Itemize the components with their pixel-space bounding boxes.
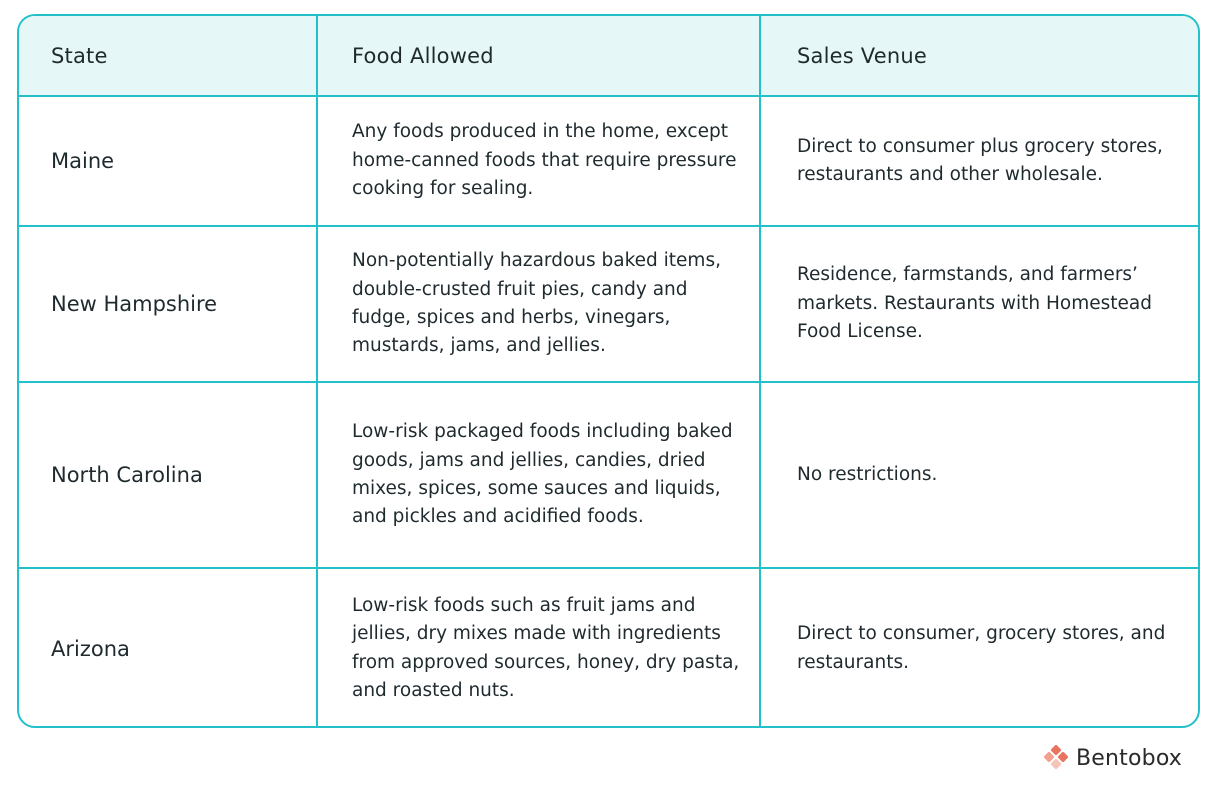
- state-regulations-table: [17, 14, 1200, 728]
- table-row: [19, 96, 1198, 226]
- data-table: [19, 16, 1198, 728]
- food-allowed-cell: Non-potentially hazardous baked items, double-crusted fruit pies, candy and fudge, spices and herbs, vinegars, mustards, jams, and jellies.: [317, 226, 760, 382]
- state-cell: North Carolina: [19, 382, 317, 568]
- brand-logo: [1042, 744, 1182, 772]
- state-cell: New Hampshire: [19, 226, 317, 382]
- sales-venue-cell: No restrictions.: [760, 382, 1198, 568]
- table-row: [19, 226, 1198, 382]
- table-row: [19, 568, 1198, 728]
- header-sales-venue: Sales Venue: [760, 16, 1198, 96]
- sales-venue-cell: Direct to consumer plus grocery stores, restaurants and other wholesale.: [760, 96, 1198, 226]
- bentobox-logo-icon: [1042, 744, 1070, 772]
- state-cell: Arizona: [19, 568, 317, 728]
- header-state: State: [19, 16, 317, 96]
- food-allowed-cell: Low-risk packaged foods including baked goods, jams and jellies, candies, dried mixes, spices, some sauces and liquids, and pickles and acidified foods.: [317, 382, 760, 568]
- sales-venue-cell: Residence, farmstands, and farmers’ markets. Restaurants with Homestead Food License.: [760, 226, 1198, 382]
- table-row: [19, 382, 1198, 568]
- brand-name: Bentobox: [1076, 745, 1183, 771]
- header-food-allowed: Food Allowed: [317, 16, 760, 96]
- state-cell: Maine: [19, 96, 317, 226]
- sales-venue-cell: Direct to consumer, grocery stores, and restaurants.: [760, 568, 1198, 728]
- table-header-row: [19, 16, 1198, 96]
- food-allowed-cell: Low-risk foods such as fruit jams and jellies, dry mixes made with ingredients from approved sources, honey, dry pasta, and roasted nuts.: [317, 568, 760, 728]
- food-allowed-cell: Any foods produced in the home, except home-canned foods that require pressure cooking for sealing.: [317, 96, 760, 226]
